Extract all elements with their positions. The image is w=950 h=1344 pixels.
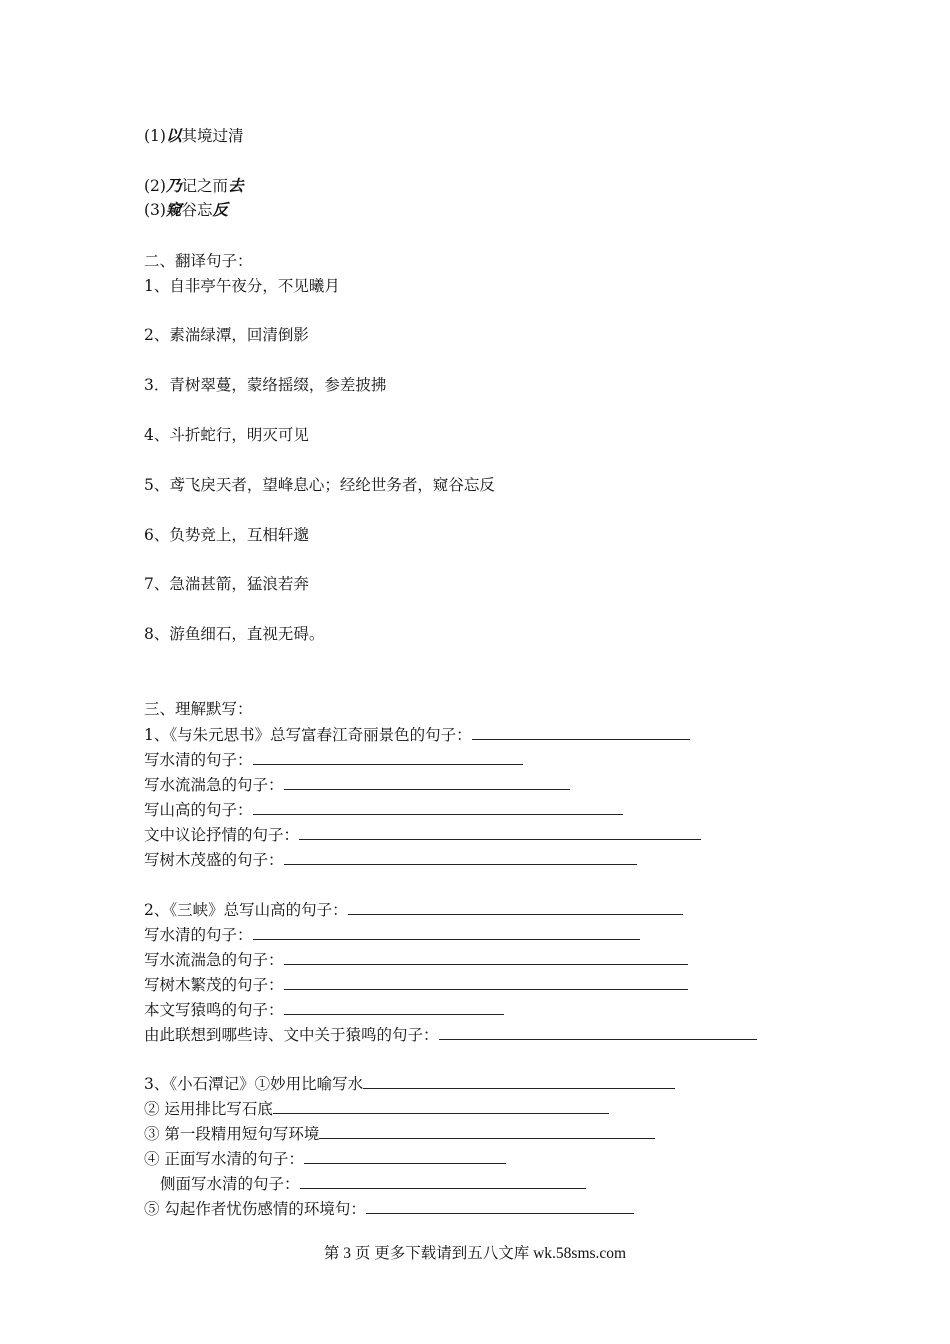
answer-blank[interactable] (273, 1098, 609, 1114)
item-number: (2) (144, 177, 166, 195)
question-text: 写水清的句子： (144, 926, 253, 944)
phrase-text: 谷忘 (181, 201, 213, 219)
question-text: 本文写猿鸣的句子： (144, 1001, 284, 1019)
translate-item: 7、急湍甚箭，猛浪若奔 (144, 575, 309, 593)
phrase-text: 其境过清 (181, 127, 244, 145)
question-text: ④ 正面写水清的句子： (144, 1150, 304, 1168)
answer-blank[interactable] (472, 724, 690, 740)
answer-blank[interactable] (348, 899, 683, 915)
question-text: 写水流湍急的句子： (144, 951, 284, 969)
answer-blank[interactable] (284, 949, 688, 965)
key-word: 去 (228, 176, 244, 195)
key-word: 反 (212, 200, 229, 219)
answer-blank[interactable] (253, 924, 640, 940)
answer-blank[interactable] (366, 1198, 634, 1214)
answer-blank[interactable] (300, 1173, 586, 1189)
dictation-question (144, 899, 683, 920)
dictation-question (144, 974, 688, 995)
dictation-question (144, 1073, 675, 1094)
word-explanation-2 (144, 176, 244, 196)
answer-blank[interactable] (363, 1073, 675, 1089)
answer-blank[interactable] (284, 774, 570, 790)
word-explanation-3 (144, 200, 228, 220)
translate-item: 5、鸢飞戾天者，望峰息心；经纶世务者，窥谷忘反 (144, 476, 495, 494)
translate-item: 4、斗折蛇行，明灭可见 (144, 426, 309, 444)
section-heading-translate: 二、翻译句子： (144, 252, 253, 270)
answer-blank[interactable] (304, 1148, 506, 1164)
question-text: 写水流湍急的句子： (144, 776, 284, 794)
translate-item: 1、自非亭午夜分，不见曦月 (144, 277, 340, 295)
question-text: 写水清的句子： (144, 751, 253, 769)
question-text: 写树木繁茂的句子： (144, 976, 284, 994)
translate-item: 8、游鱼细石，直视无碍。 (144, 625, 325, 643)
question-text: ② 运用排比写石底 (144, 1100, 273, 1118)
dictation-question (144, 1024, 757, 1045)
question-text: 2、《三峡》总写山高的句子： (144, 901, 348, 919)
dictation-question (144, 1123, 655, 1144)
item-number: (3) (144, 201, 166, 219)
dictation-question (160, 1173, 586, 1194)
dictation-question (144, 799, 623, 820)
translate-item: 6、负势竞上，互相轩邈 (144, 526, 309, 544)
question-text: 由此联想到哪些诗、文中关于猿鸣的句子： (144, 1026, 439, 1044)
dictation-question (144, 999, 504, 1020)
item-number: (1) (144, 127, 166, 145)
word-explanation-1 (144, 126, 244, 146)
dictation-question (144, 724, 690, 745)
question-text: ⑤ 勾起作者忧伤感情的环境句： (144, 1200, 366, 1218)
page-footer: 第 3 页 更多下载请到五八文库 wk.58sms.com (323, 1245, 627, 1262)
key-word: 窥 (165, 200, 182, 219)
question-text: ③ 第一段精用短句写环境 (144, 1125, 320, 1143)
answer-blank[interactable] (284, 974, 688, 990)
question-text: 侧面写水清的句子： (160, 1175, 300, 1193)
dictation-question (144, 949, 688, 970)
dictation-question (144, 1098, 609, 1119)
answer-blank[interactable] (299, 824, 701, 840)
answer-blank[interactable] (319, 1123, 655, 1139)
answer-blank[interactable] (284, 849, 637, 865)
dictation-question (144, 1198, 634, 1219)
dictation-question (144, 924, 640, 945)
answer-blank[interactable] (439, 1024, 757, 1040)
key-word: 以 (165, 126, 182, 145)
phrase-text: 记之而 (181, 177, 228, 195)
answer-blank[interactable] (253, 799, 623, 815)
dictation-question (144, 1148, 506, 1169)
question-text: 写山高的句子： (144, 801, 253, 819)
dictation-question (144, 824, 701, 845)
question-text: 写树木茂盛的句子： (144, 851, 284, 869)
translate-item: 3．青树翠蔓，蒙络摇缀，参差披拂 (144, 376, 387, 394)
key-word: 乃 (165, 176, 182, 195)
section-heading-dictation: 三、理解默写： (144, 700, 253, 718)
translate-item: 2、素湍绿潭，回清倒影 (144, 326, 309, 344)
question-text: 3、《小石潭记》①妙用比喻写水 (144, 1075, 364, 1093)
dictation-question (144, 849, 637, 870)
dictation-question (144, 749, 523, 770)
question-text: 文中议论抒情的句子： (144, 826, 300, 844)
dictation-question (144, 774, 570, 795)
question-text: 1、《与朱元思书》总写富春江奇丽景色的句子： (144, 726, 472, 744)
answer-blank[interactable] (253, 749, 523, 765)
answer-blank[interactable] (284, 999, 504, 1015)
